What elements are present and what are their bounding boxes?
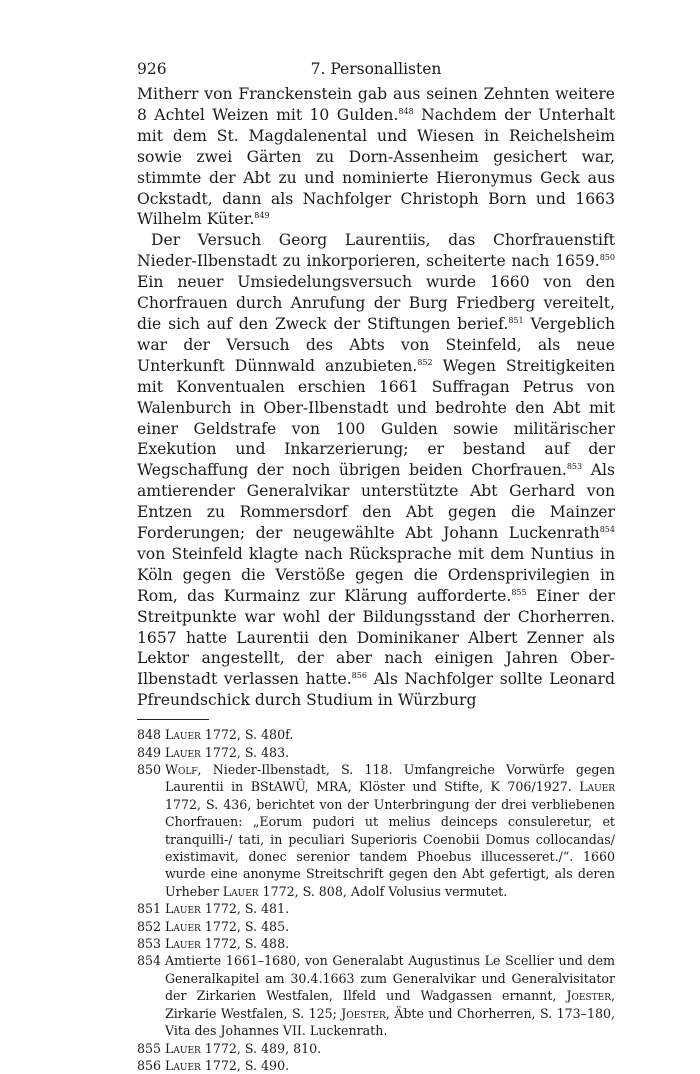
paragraph-1 bbox=[137, 84, 615, 230]
author-name: Lauer bbox=[165, 901, 201, 917]
author-name: Lauer bbox=[165, 727, 201, 743]
author-name: Wolf bbox=[165, 762, 198, 777]
footnote-ref[interactable]: 855 bbox=[511, 587, 527, 597]
author-name: Lauer bbox=[222, 883, 259, 899]
author-name: Joester bbox=[566, 988, 611, 1004]
footnote-number: 855 bbox=[137, 1040, 162, 1056]
footnote-text bbox=[165, 1040, 615, 1057]
footnote bbox=[137, 761, 615, 900]
running-title: 7. Personallisten bbox=[310, 60, 442, 78]
footnote-text bbox=[165, 744, 615, 761]
footnote-divider bbox=[137, 719, 209, 720]
text-run: Wegen Streitigkeiten mit Konventualen erschien 1661 Suffragan Petrus von Walenburch in Ober-Ilbenstadt und bedrohte den Abt mit einer Geldstrafe von 100 Gulden sowie militärischer Exekution und Inkarzerierung; er bestand auf der Wegschaffung der noch übrigen beiden Chorfrauen. bbox=[137, 356, 615, 480]
footnote-text bbox=[165, 935, 615, 952]
footnote-number: 850 bbox=[137, 762, 162, 777]
footnote-number: 854 bbox=[137, 953, 162, 969]
author-name: Lauer bbox=[165, 1057, 201, 1073]
footnote-number: 856 bbox=[137, 1057, 162, 1073]
author-name: Lauer bbox=[165, 1040, 201, 1056]
footnote bbox=[137, 744, 615, 761]
text-run: 1772, S. 488. bbox=[200, 936, 290, 952]
text-run: von Steinfeld klagte nach Rücksprache mit dem Nuntius in Köln gegen die Verstöße gegen die Ordensprivilegien in Rom, das Kurmainz zur Klärung aufforderte. bbox=[137, 544, 615, 605]
footnotes bbox=[137, 726, 615, 1074]
footnote-ref[interactable]: 853 bbox=[566, 462, 583, 472]
author-name: Joester bbox=[341, 1005, 386, 1021]
text-run: Vergeblich war der Versuch des Abts von Steinfeld, als neue Unterkunft Dünnwald anzubieten. bbox=[137, 314, 615, 375]
footnote-text bbox=[165, 952, 615, 1039]
footnote bbox=[137, 1040, 615, 1057]
footnote-number: 851 bbox=[137, 901, 162, 917]
text-run: 1772, S. 436, berichtet von der Unterbringung der drei verbliebenen Chorfrauen: „Eorum pudori ut melius deinceps consuleretur, et tranquilli-/ tati, in peculiari Superioris Coenobii Domus collocandas/ existimavit, donec serenior tandem Phoebus illucesseret./“. 1660 wurde eine anonyme Streitschrift gegen den Abt gefertigt, als deren Urheber bbox=[165, 796, 615, 899]
footnote-text bbox=[165, 900, 615, 917]
footnote-ref[interactable]: 850 bbox=[599, 253, 615, 263]
footnote bbox=[137, 726, 615, 743]
text-run: Mitherr von Franckenstein gab aus seinen Zehnten weitere 8 Achtel Weizen mit 10 Gulden. bbox=[137, 85, 615, 124]
author-name: Lauer bbox=[165, 918, 201, 934]
text-run: 1772, S. 483. bbox=[200, 744, 290, 760]
author-name: Lauer bbox=[165, 744, 201, 760]
text-run: , Nieder-Ilbenstadt, S. 118. Umfangreiche Vorwürfe gegen Laurentii in BStAWÜ, MRA, Klöster und Stifte, K 706/1927. bbox=[165, 762, 615, 795]
footnote bbox=[137, 935, 615, 952]
text-run: 1772, S. 490. bbox=[200, 1057, 290, 1073]
text-run: Einer der Streitpunkte war wohl der Bildungsstand der Chorherren. 1657 hatte Laurentii den Dominikaner Albert Zenner als Lektor angestellt, der aber nach einigen Jahren Ober-Ilbenstadt verlassen hatte. bbox=[137, 586, 615, 689]
text-run: 1772, S. 485. bbox=[200, 918, 290, 934]
text-run: 1772, S. 480f. bbox=[200, 727, 294, 743]
footnote-ref[interactable]: 851 bbox=[508, 315, 524, 325]
text-run: , Äbte und Chorherren, S. 173–180, Vita des Johannes VII. Luckenrath. bbox=[165, 1005, 615, 1039]
book-page bbox=[137, 60, 615, 1074]
footnote-ref[interactable]: 854 bbox=[599, 525, 615, 535]
footnote-text bbox=[165, 761, 615, 900]
paragraph-2 bbox=[137, 230, 615, 711]
footnote-number: 849 bbox=[137, 744, 162, 760]
page-number: 926 bbox=[137, 60, 167, 78]
author-name: Lauer bbox=[579, 779, 615, 795]
text-run: Der Versuch Georg Laurentiis, das Chorfrauenstift Nieder-Ilbenstadt zu inkorporieren, scheiterte nach 1659. bbox=[137, 231, 615, 271]
text-run: Amtierte 1661–1680, von Generalabt Augustinus Le Scellier und dem Generalkapitel am 30.4.1663 zum Generalvikar und Generalvisitator der Zirkarien Westfalen, Ilfeld und Wadgassen ernannt, bbox=[165, 953, 615, 1004]
text-run: Als amtierender Generalvikar unterstützte Abt Gerhard von Entzen zu Rommersdorf den Abt gegen die Mainzer Forderungen; der neugewählte Abt Johann Luckenrath bbox=[137, 461, 615, 543]
text-run: Als Nachfolger sollte Leonard Pfreundschick durch Studium in Würzburg bbox=[137, 670, 615, 710]
footnote bbox=[137, 918, 615, 935]
text-run: 1772, S. 481. bbox=[200, 901, 290, 917]
text-run: 1772, S. 808, Adolf Volusius vermutet. bbox=[258, 883, 508, 899]
author-name: Lauer bbox=[165, 936, 201, 952]
footnote-ref[interactable]: 852 bbox=[417, 357, 433, 367]
page-header bbox=[137, 60, 615, 84]
footnote-text bbox=[165, 726, 615, 743]
footnote bbox=[137, 952, 615, 1039]
text-run: Nachdem der Unterhalt mit dem St. Magdalenental und Wiesen in Reichelsheim sowie zwei Gärten zu Dorn-Assenheim gesichert war, stimmte der Abt zu und nominierte Hieronymus Geck aus Ockstadt, dann als Nachfolger Christoph Born und 1663 Wilhelm Küter. bbox=[137, 105, 615, 229]
footnote-ref[interactable]: 848 bbox=[398, 106, 414, 116]
footnote-ref[interactable]: 856 bbox=[351, 671, 367, 681]
footnote-ref[interactable]: 849 bbox=[254, 211, 270, 221]
text-run: 1772, S. 489, 810. bbox=[200, 1040, 322, 1056]
footnote-text bbox=[165, 918, 615, 935]
footnote bbox=[137, 900, 615, 917]
footnote-text bbox=[165, 1057, 615, 1074]
footnote-number: 848 bbox=[137, 727, 162, 743]
text-run: , Zirkarie Westfalen, S. 125; bbox=[165, 988, 615, 1021]
footnote-number: 853 bbox=[137, 936, 162, 952]
footnote bbox=[137, 1057, 615, 1074]
main-text bbox=[137, 84, 615, 711]
footnote-number: 852 bbox=[137, 918, 162, 934]
text-run: Ein neuer Umsiedelungsversuch wurde 1660 von den Chorfrauen durch Anrufung der Burg Friedberg vereitelt, die sich auf den Zweck der Stiftungen berief. bbox=[137, 273, 615, 333]
